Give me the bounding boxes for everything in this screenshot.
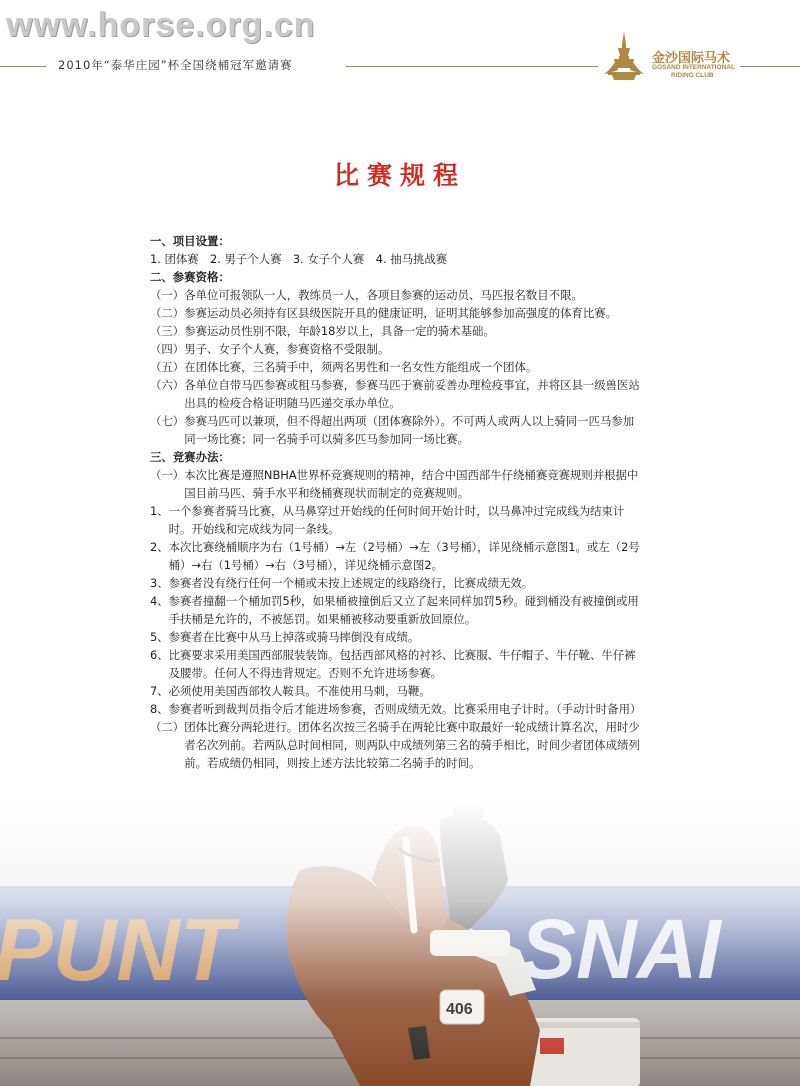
rule-item-text: 本次比赛绕桶顺序为右（1号桶）→左（2号桶）→左（3号桶），详见绕桶示意图1。或左（2号桶）→右（1号桶）→右（3号桶），详见绕桶示意图2。 bbox=[168, 540, 640, 572]
header-rule-right bbox=[740, 66, 800, 67]
rule-item bbox=[150, 700, 645, 718]
rule-item-number: 2、 bbox=[150, 540, 169, 554]
rule-item bbox=[150, 358, 645, 376]
rule-item-text: 必须使用美国西部牧人鞍具。不准使用马刺，马鞭。 bbox=[168, 684, 431, 698]
rule-item bbox=[150, 286, 645, 304]
section-heading: 一、项目设置： bbox=[150, 234, 230, 248]
rule-item-number: 1、 bbox=[150, 504, 169, 518]
club-logo-subtitle-1: GOSAND INTERNATIONAL bbox=[652, 64, 735, 71]
rule-item-number: （五） bbox=[150, 360, 185, 374]
rule-item-text: 参赛马匹可以兼项，但不得超出两项（团体赛除外）。不可两人或两人以上骑同一匹马参加同一场比赛；同一名骑手可以骑多匹马参加同一场比赛。 bbox=[184, 414, 635, 446]
rule-item-number: （七） bbox=[150, 414, 185, 428]
rule-item-text: 参赛者没有绕行任何一个桶或未按上述规定的线路绕行，比赛成绩无效。 bbox=[168, 576, 534, 590]
rule-item-text: 团体比赛分两轮进行。团体名次按三名骑手在两轮比赛中取最好一轮成绩计算名次，用时少者名次列前。若两队总时间相同，则两队中成绩列第三名的骑手相比，时间少者团体成绩列前。若成绩仍相同，则按上述方法比较第二名骑手的时间。 bbox=[184, 720, 640, 770]
rule-item-text: 比赛要求采用美国西部服装装饰。包括西部风格的衬衫、比赛服、牛仔帽子、牛仔靴、牛仔裤及腰带。任何人不得违背规定。否则不允许进场参赛。 bbox=[168, 648, 636, 680]
rule-item bbox=[150, 376, 645, 412]
rule-item-text: 本次比赛是遵照NBHA世界杯竞赛规则的精神，结合中国西部牛仔绕桶赛竞赛规则并根据中国目前马匹、骑手水平和绕桶赛现状而制定的竞赛规则。 bbox=[184, 468, 639, 500]
rule-item-number: （三） bbox=[150, 324, 185, 338]
rule-item bbox=[150, 304, 645, 322]
rule-item-text: 1. 团体赛 2. 男子个人赛 3. 女子个人赛 4. 抽马挑战赛 bbox=[150, 252, 448, 266]
rule-item bbox=[150, 592, 645, 628]
barrel-racing-photo bbox=[0, 800, 800, 1086]
rule-item-text: 参赛者在比赛中从马上掉落或骑马摔倒没有成绩。 bbox=[168, 630, 420, 644]
rule-item-number: （一） bbox=[150, 468, 185, 482]
rule-item-number: 3、 bbox=[150, 576, 169, 590]
rule-item-number: （一） bbox=[150, 288, 185, 302]
rule-item-text: 参赛运动员性别不限，年龄18岁以上，具备一定的骑术基础。 bbox=[184, 324, 495, 338]
rule-item bbox=[150, 718, 645, 772]
rule-item-text: 各单位自带马匹参赛或租马参赛，参赛马匹于赛前妥善办理检疫事宜，并将区县一级兽医站出具的检疫合格证明随马匹递交承办单位。 bbox=[184, 378, 640, 410]
rule-item-number: 4、 bbox=[150, 594, 169, 608]
site-watermark: www.horse.org.cn bbox=[6, 6, 316, 44]
rule-item-number: （四） bbox=[150, 342, 185, 356]
rule-item-number: （二） bbox=[150, 306, 185, 320]
rule-item-number: 5、 bbox=[150, 630, 169, 644]
rule-item-text: 在团体比赛，三名骑手中，须两名男性和一名女性方能组成一个团体。 bbox=[184, 360, 538, 374]
header-rule-left bbox=[0, 66, 46, 67]
rule-item bbox=[150, 628, 645, 646]
rule-item-text: 参赛者撞翻一个桶加罚5秒，如果桶被撞倒后又立了起来同样加罚5秒。碰到桶没有被撞倒或用手扶桶是允许的，不被惩罚。如果桶被移动要重新放回原位。 bbox=[168, 594, 639, 626]
rule-item-number: 6、 bbox=[150, 648, 169, 662]
rule-item bbox=[150, 466, 645, 502]
rule-item-number: （二） bbox=[150, 720, 185, 734]
rule-item-text: 参赛运动员必须持有区县级医院开具的健康证明，证明其能够参加高强度的体育比赛。 bbox=[184, 306, 618, 320]
rule-item bbox=[150, 250, 645, 268]
section-heading: 三、竞赛办法： bbox=[150, 450, 230, 464]
event-header-title: 2010年“泰华庄园”杯全国绕桶冠军邀请赛 bbox=[58, 58, 293, 72]
rule-item bbox=[150, 682, 645, 700]
rules-content bbox=[150, 232, 645, 772]
rule-item bbox=[150, 502, 645, 538]
rule-item bbox=[150, 574, 645, 592]
club-logo-name: 金沙国际马术 bbox=[652, 51, 731, 66]
rule-item-text: 各单位可报领队一人，教练员一人，各项目参赛的运动员、马匹报名数目不限。 bbox=[184, 288, 583, 302]
section-heading: 二、参赛资格： bbox=[150, 270, 230, 284]
rule-item-text: 参赛者听到裁判员指令后才能进场参赛，否则成绩无效。比赛采用电子计时。（手动计时备用） bbox=[168, 702, 642, 716]
document-title: 比赛规程 bbox=[333, 161, 466, 190]
club-logo-subtitle-2: RIDING CLUB bbox=[671, 72, 714, 79]
rule-item-number: （六） bbox=[150, 378, 185, 392]
rule-item-number: 7、 bbox=[150, 684, 169, 698]
rule-item bbox=[150, 538, 645, 574]
rule-item-number: 8、 bbox=[150, 702, 169, 716]
rule-item-text: 男子、女子个人赛，参赛资格不受限制。 bbox=[184, 342, 390, 356]
rule-item bbox=[150, 340, 645, 358]
rule-item-text: 一个参赛者骑马比赛，从马鼻穿过开始线的任何时间开始计时，以马鼻冲过完成线为结束计时。开始线和完成线为同一条线。 bbox=[168, 504, 625, 536]
rule-item bbox=[150, 322, 645, 340]
rule-item bbox=[150, 412, 645, 448]
header-rule-middle bbox=[346, 66, 598, 67]
rule-item bbox=[150, 646, 645, 682]
